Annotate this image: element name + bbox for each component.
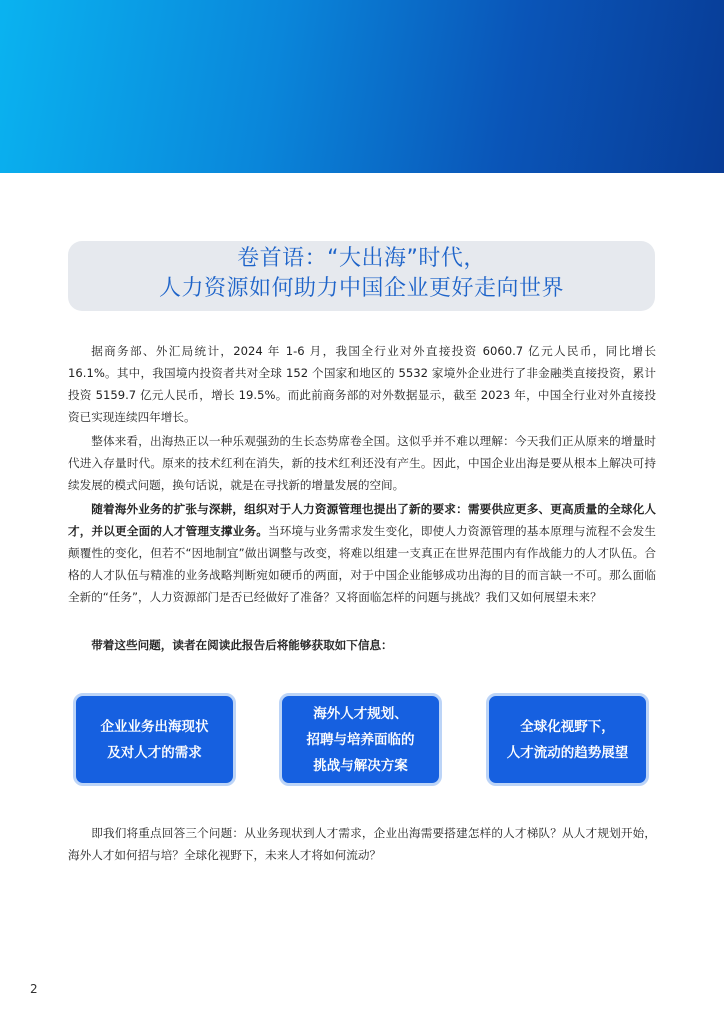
page-title-line2: 人力资源如何助力中国企业更好走向世界 (158, 276, 564, 301)
card-talent-mobility (486, 693, 649, 786)
page-title-line1: 卷首语：“大出海”时代， (237, 246, 486, 271)
card-talent-planning (279, 693, 442, 786)
header-banner (0, 0, 724, 173)
page-number: 2 (30, 982, 38, 996)
paragraph-intro-questions-bold: 带着这些问题，读者在阅读此报告后将能够获取如下信息： (91, 638, 393, 652)
card-business-status-text: 企业业务出海现状 及对人才的需求 (100, 718, 209, 761)
card-business-status (73, 693, 236, 786)
paragraph-intro-questions (68, 634, 656, 656)
paragraph-overview: 整体来看，出海热正以一种乐观强劲的生长态势席卷全国。这似乎并不难以理解：今天我们正从原来的增量时代进入存量时代。原来的技术红利在消失，新的技术红利还没有产生。因此，中国企业出海是要从根本上解决可持续发展的模式问题，换句话说，就是在寻找新的增量发展的空间。 (68, 434, 656, 492)
paragraph-requirements-text: 当环境与业务需求发生变化，即使人力资源管理的基本原理与流程不会发生颠覆性的变化，但若不“因地制宜”做出调整与改变，将难以组建一支真正在世界范围内有作战能力的人才队伍。合格的人才队伍与精准的业务战略判断宛如硬币的两面，对于中国企业能够成功出海的目的而言缺一不可。那么面临全新的“任务”，人力资源部门是否已经做好了准备？又将面临怎样的问题与挑战？我们又如何展望未来？ (68, 524, 656, 604)
paragraph-summary: 即我们将重点回答三个问题：从业务现状到人才需求，企业出海需要搭建怎样的人才梯队？从人才规划开始，海外人才如何招与培？全球化视野下，未来人才将如何流动？ (68, 826, 656, 862)
title-box (68, 241, 655, 311)
card-talent-mobility-text: 全球化视野下， 人才流动的趋势展望 (506, 718, 629, 761)
card-talent-planning-text: 海外人才规划、 招聘与培养面临的 挑战与解决方案 (306, 705, 415, 774)
paragraph-requirements-bold: 随着海外业务的扩张与深耕，组织对于人力资源管理也提出了新的要求：需要供应更多、更高质量的全球化人才，并以更全面的人才管理支撑业务。 (68, 502, 656, 538)
paragraph-requirements (68, 498, 656, 608)
paragraph-statistics: 据商务部、外汇局统计，2024 年 1-6 月，我国全行业对外直接投资 6060.7 亿元人民币，同比增长 16.1%。其中，我国境内投资者共对全球 152 个国家和地区的 5532 家境外企业进行了非金融类直接投资，累计投资 5159.7 亿元人民币，增长 19.5%。而此前商务部的对外数据显示，截至 2023 年，中国全行业对外直接投资已实现连续四年增长。 (68, 344, 656, 424)
